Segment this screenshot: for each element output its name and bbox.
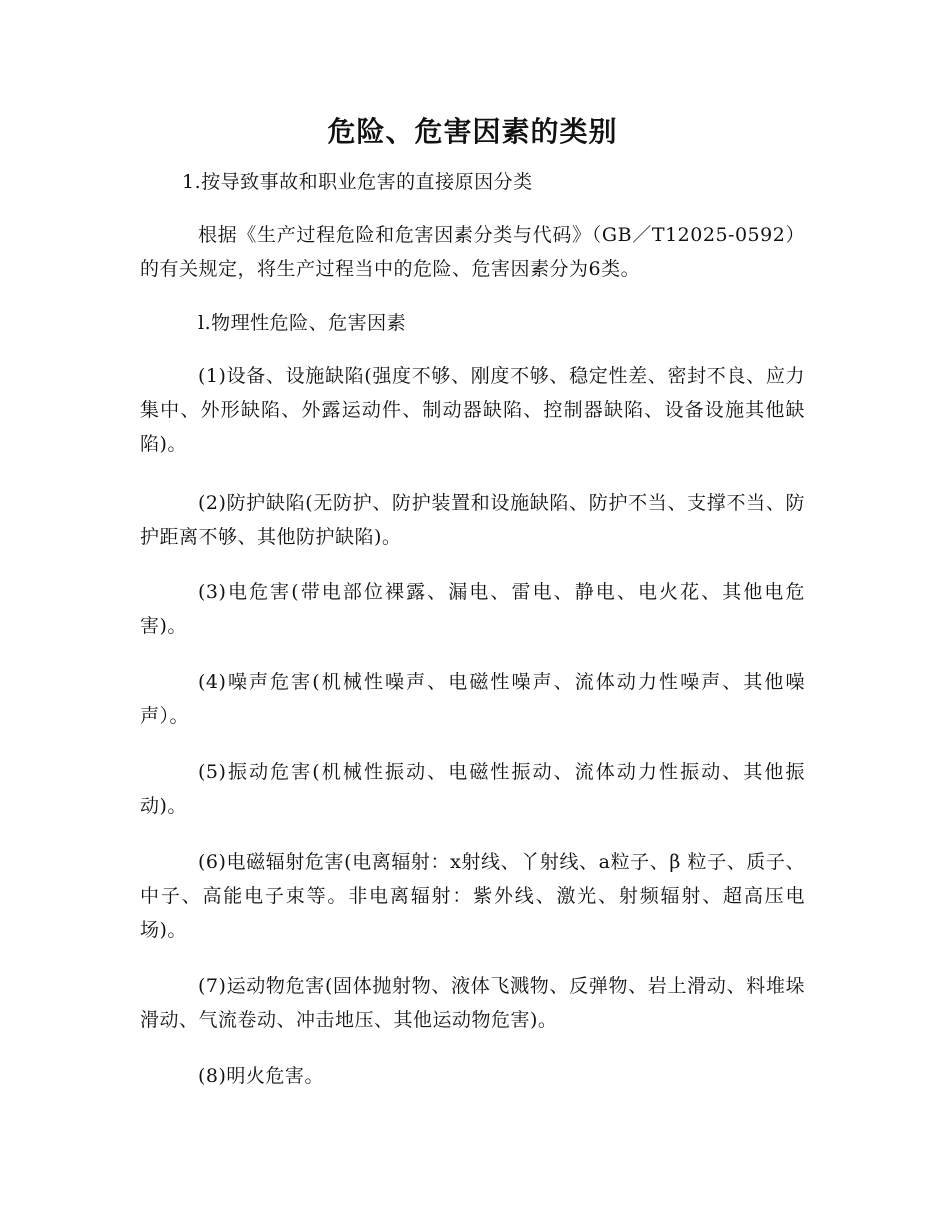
paragraph-item-6: (6)电磁辐射危害(电离辐射：x射线、丫射线、a粒子、β 粒子、质子、中子、高能电子束等。非电离辐射：紫外线、激光、射频辐射、超高压电场)。 [140, 851, 805, 941]
paragraph-item-8: (8)明火危害。 [198, 1065, 324, 1087]
paragraph-item-5: (5)振动危害(机械性振动、电磁性振动、流体动力性振动、其他振动)。 [140, 761, 805, 817]
paragraph-item-2: (2)防护缺陷(无防护、防护装置和设施缺陷、防护不当、支撑不当、防护距离不够、其他防护缺陷)。 [140, 492, 805, 548]
document-title: 危险、危害因素的类别 [327, 115, 618, 148]
paragraph-item-3: (3)电危害(带电部位裸露、漏电、雷电、静电、电火花、其他电危害)。 [140, 581, 805, 637]
section-heading: 1.按导致事故和职业危害的直接原因分类 [182, 171, 533, 193]
paragraph-intro: 根据《生产过程危险和危害因素分类与代码》（GB／T12025-0592）的有关规定，将生产过程当中的危险、危害因素分为6类。 [140, 224, 805, 280]
paragraph-item-7: (7)运动物危害(固体抛射物、液体飞溅物、反弹物、岩上滑动、料堆垛滑动、气流卷动、冲击地压、其他运动物危害)。 [140, 975, 805, 1031]
paragraph-item-1: (1)设备、设施缺陷(强度不够、刚度不够、稳定性差、密封不良、应力集中、外形缺陷、外露运动件、制动器缺陷、控制器缺陷、设备设施其他缺陷)。 [140, 365, 805, 455]
paragraph-item-4: (4)噪声危害(机械性噪声、电磁性噪声、流体动力性噪声、其他噪声）。 [140, 671, 805, 727]
subsection-heading-physical: l.物理性危险、危害因素 [198, 312, 407, 334]
